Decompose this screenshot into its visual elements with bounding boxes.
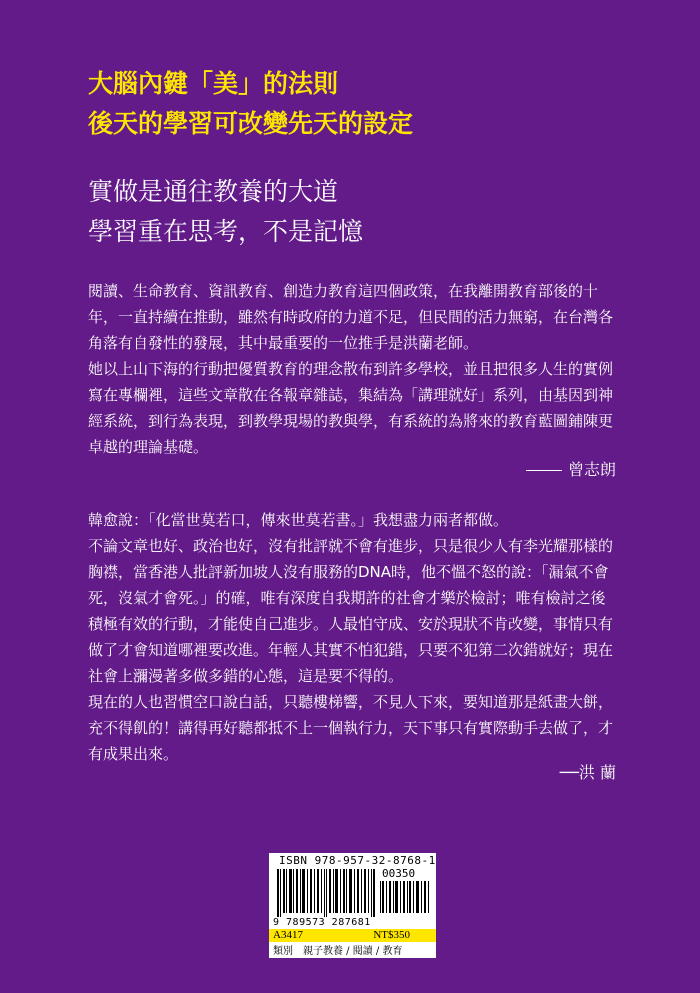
ean-number: 9 789573 287681 — [273, 917, 371, 928]
headline-white-line-2: 學習重在思考，不是記憶 — [88, 217, 364, 246]
catalog-code: A3417 — [273, 929, 303, 941]
price: NT$350 — [373, 929, 410, 941]
paragraph: 閱讀、生命教育、資訊教育、創造力教育這四個政策，在我離開教育部後的十年，一直持續在推動，雖然有時政府的力道不足，但民間的活力無窮，在台灣各角落有自發性的發展，其中最重要的一位推手是洪蘭老師。 — [88, 282, 614, 352]
signature-1 — [526, 457, 616, 480]
dash-rule — [526, 470, 562, 471]
author-section — [88, 507, 618, 767]
headline-white — [88, 172, 363, 252]
endorsement-section-1 — [88, 278, 618, 460]
barcode-addon — [380, 881, 430, 913]
category-label: 類別 親子教養 / 閱讀 / 教育 — [273, 946, 403, 957]
headline-yellow-line-2: 後天的學習可改變先天的設定 — [88, 109, 414, 138]
headline-yellow-line-1: 大腦內鍵「美」的法則 — [88, 69, 339, 98]
signature-name: ──洪 蘭 — [559, 763, 616, 782]
paragraph: 不論文章也好、政治也好，沒有批評就不會有進步，只是很少人有李光耀那樣的胸襟，當香港人批評新加坡人沒有服務的DNA時，他不慍不怒的說：「漏氣不會死，沒氣才會死。」的確，唯有深度自我期許的社會才樂於檢討；唯有檢討之後積極有效的行動，才能使自己進步。人最怕守成、安於現狀不肯改變，事情只有做了才會知道哪裡要改進。年輕人其實不怕犯錯，只要不犯第二次錯就好；現在社會上瀰漫著多做多錯的心態，這是要不得的。 — [88, 537, 614, 685]
signature-2 — [560, 760, 616, 783]
addon-number: 00350 — [382, 867, 416, 880]
paragraph: 現在的人也習慣空口說白話，只聽樓梯響，不見人下來，要知道那是紙畫大餅，充不得飢的！講得再好聽都抵不上一個執行力，天下事只有實際動手去做了，才有成果出來。 — [88, 693, 614, 763]
isbn-label: ISBN 978-957-32-8768-1 — [279, 854, 436, 867]
headline-white-line-1: 實做是通往教養的大道 — [88, 177, 339, 206]
barcode-main — [277, 869, 377, 917]
isbn-barcode-box — [269, 853, 436, 958]
signature-name: 曾志朗 — [567, 460, 616, 479]
paragraph: 韓愈說：「化當世莫若口，傳來世莫若書。」我想盡力兩者都做。 — [88, 511, 509, 529]
price-strip — [269, 929, 436, 942]
headline-yellow — [88, 64, 413, 144]
paragraph: 她以上山下海的行動把優質教育的理念散布到許多學校，並且把很多人生的實例寫在專欄裡，這些文章散在各報章雜誌，集結為「講理就好」系列，由基因到神經系統，到行為表現，到教學現場的教與學，有系統的為將來的教育藍圖鋪陳更卓越的理論基礎。 — [88, 360, 614, 456]
